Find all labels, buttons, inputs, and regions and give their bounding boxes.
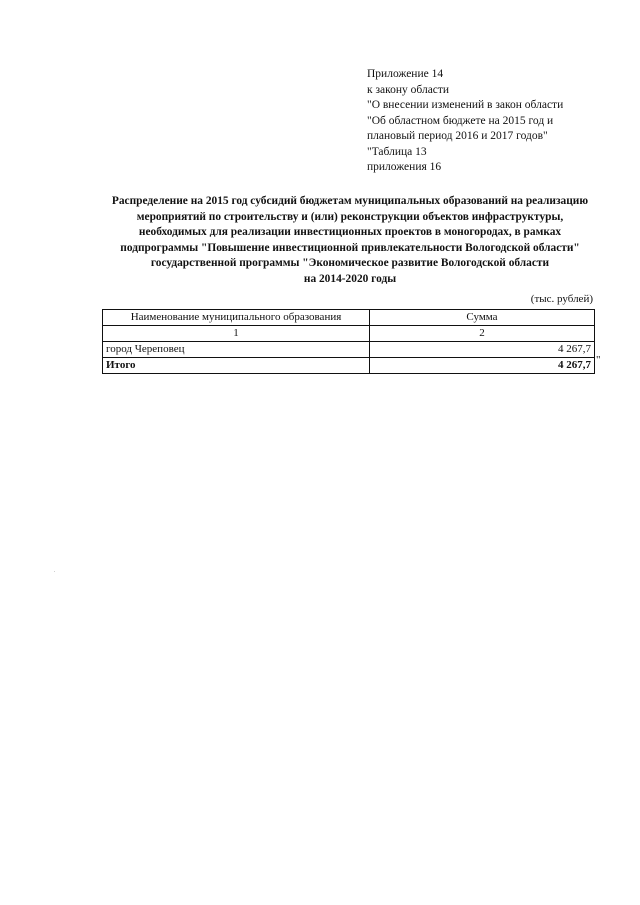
table-header-row bbox=[103, 310, 595, 326]
document-title bbox=[100, 194, 600, 288]
units-label: (тыс. рублей) bbox=[530, 293, 593, 305]
header-amount: Сумма bbox=[370, 310, 595, 326]
total-amount: 4 267,7 bbox=[370, 358, 595, 374]
subsidy-table bbox=[102, 309, 595, 374]
title-line: на 2014-2020 годы bbox=[303, 272, 397, 285]
title-line: подпрограммы "Повышение инвестиционной привлекательности Вологодской области" bbox=[120, 241, 580, 254]
total-row bbox=[103, 358, 595, 374]
subsidy-amount: 4 267,7 bbox=[370, 342, 595, 358]
header-municipality: Наименование муниципального образования bbox=[103, 310, 370, 326]
appendix-line: плановый период 2016 и 2017 годов" bbox=[367, 130, 548, 142]
appendix-line: "Таблица 13 bbox=[367, 145, 427, 158]
title-line: мероприятий по строительству и (или) реконструкции объектов инфраструктуры, bbox=[136, 210, 564, 223]
appendix-header bbox=[367, 67, 617, 176]
appendix-line: Приложение 14 bbox=[367, 68, 444, 80]
appendix-line: к закону области bbox=[367, 83, 450, 96]
total-label: Итого bbox=[103, 358, 370, 374]
title-line: государственной программы "Экономическое развитие Вологодской области bbox=[150, 257, 550, 270]
title-line: необходимых для реализации инвестиционных проектов в моногородах, в рамках bbox=[138, 226, 562, 239]
column-number-1: 1 bbox=[103, 326, 370, 342]
title-line: Распределение на 2015 год субсидий бюджетам муниципальных образований на реализацию bbox=[111, 195, 589, 207]
column-number-2: 2 bbox=[370, 326, 595, 342]
table-row bbox=[103, 342, 595, 358]
scan-speck bbox=[54, 571, 55, 572]
appendix-line: "Об областном бюджете на 2015 год и bbox=[367, 114, 554, 127]
column-number-row bbox=[103, 326, 595, 342]
appendix-line: приложения 16 bbox=[367, 161, 442, 173]
closing-quote: " bbox=[596, 354, 601, 366]
municipality-name: город Череповец bbox=[103, 342, 370, 358]
appendix-line: "О внесении изменений в закон области bbox=[367, 99, 564, 111]
